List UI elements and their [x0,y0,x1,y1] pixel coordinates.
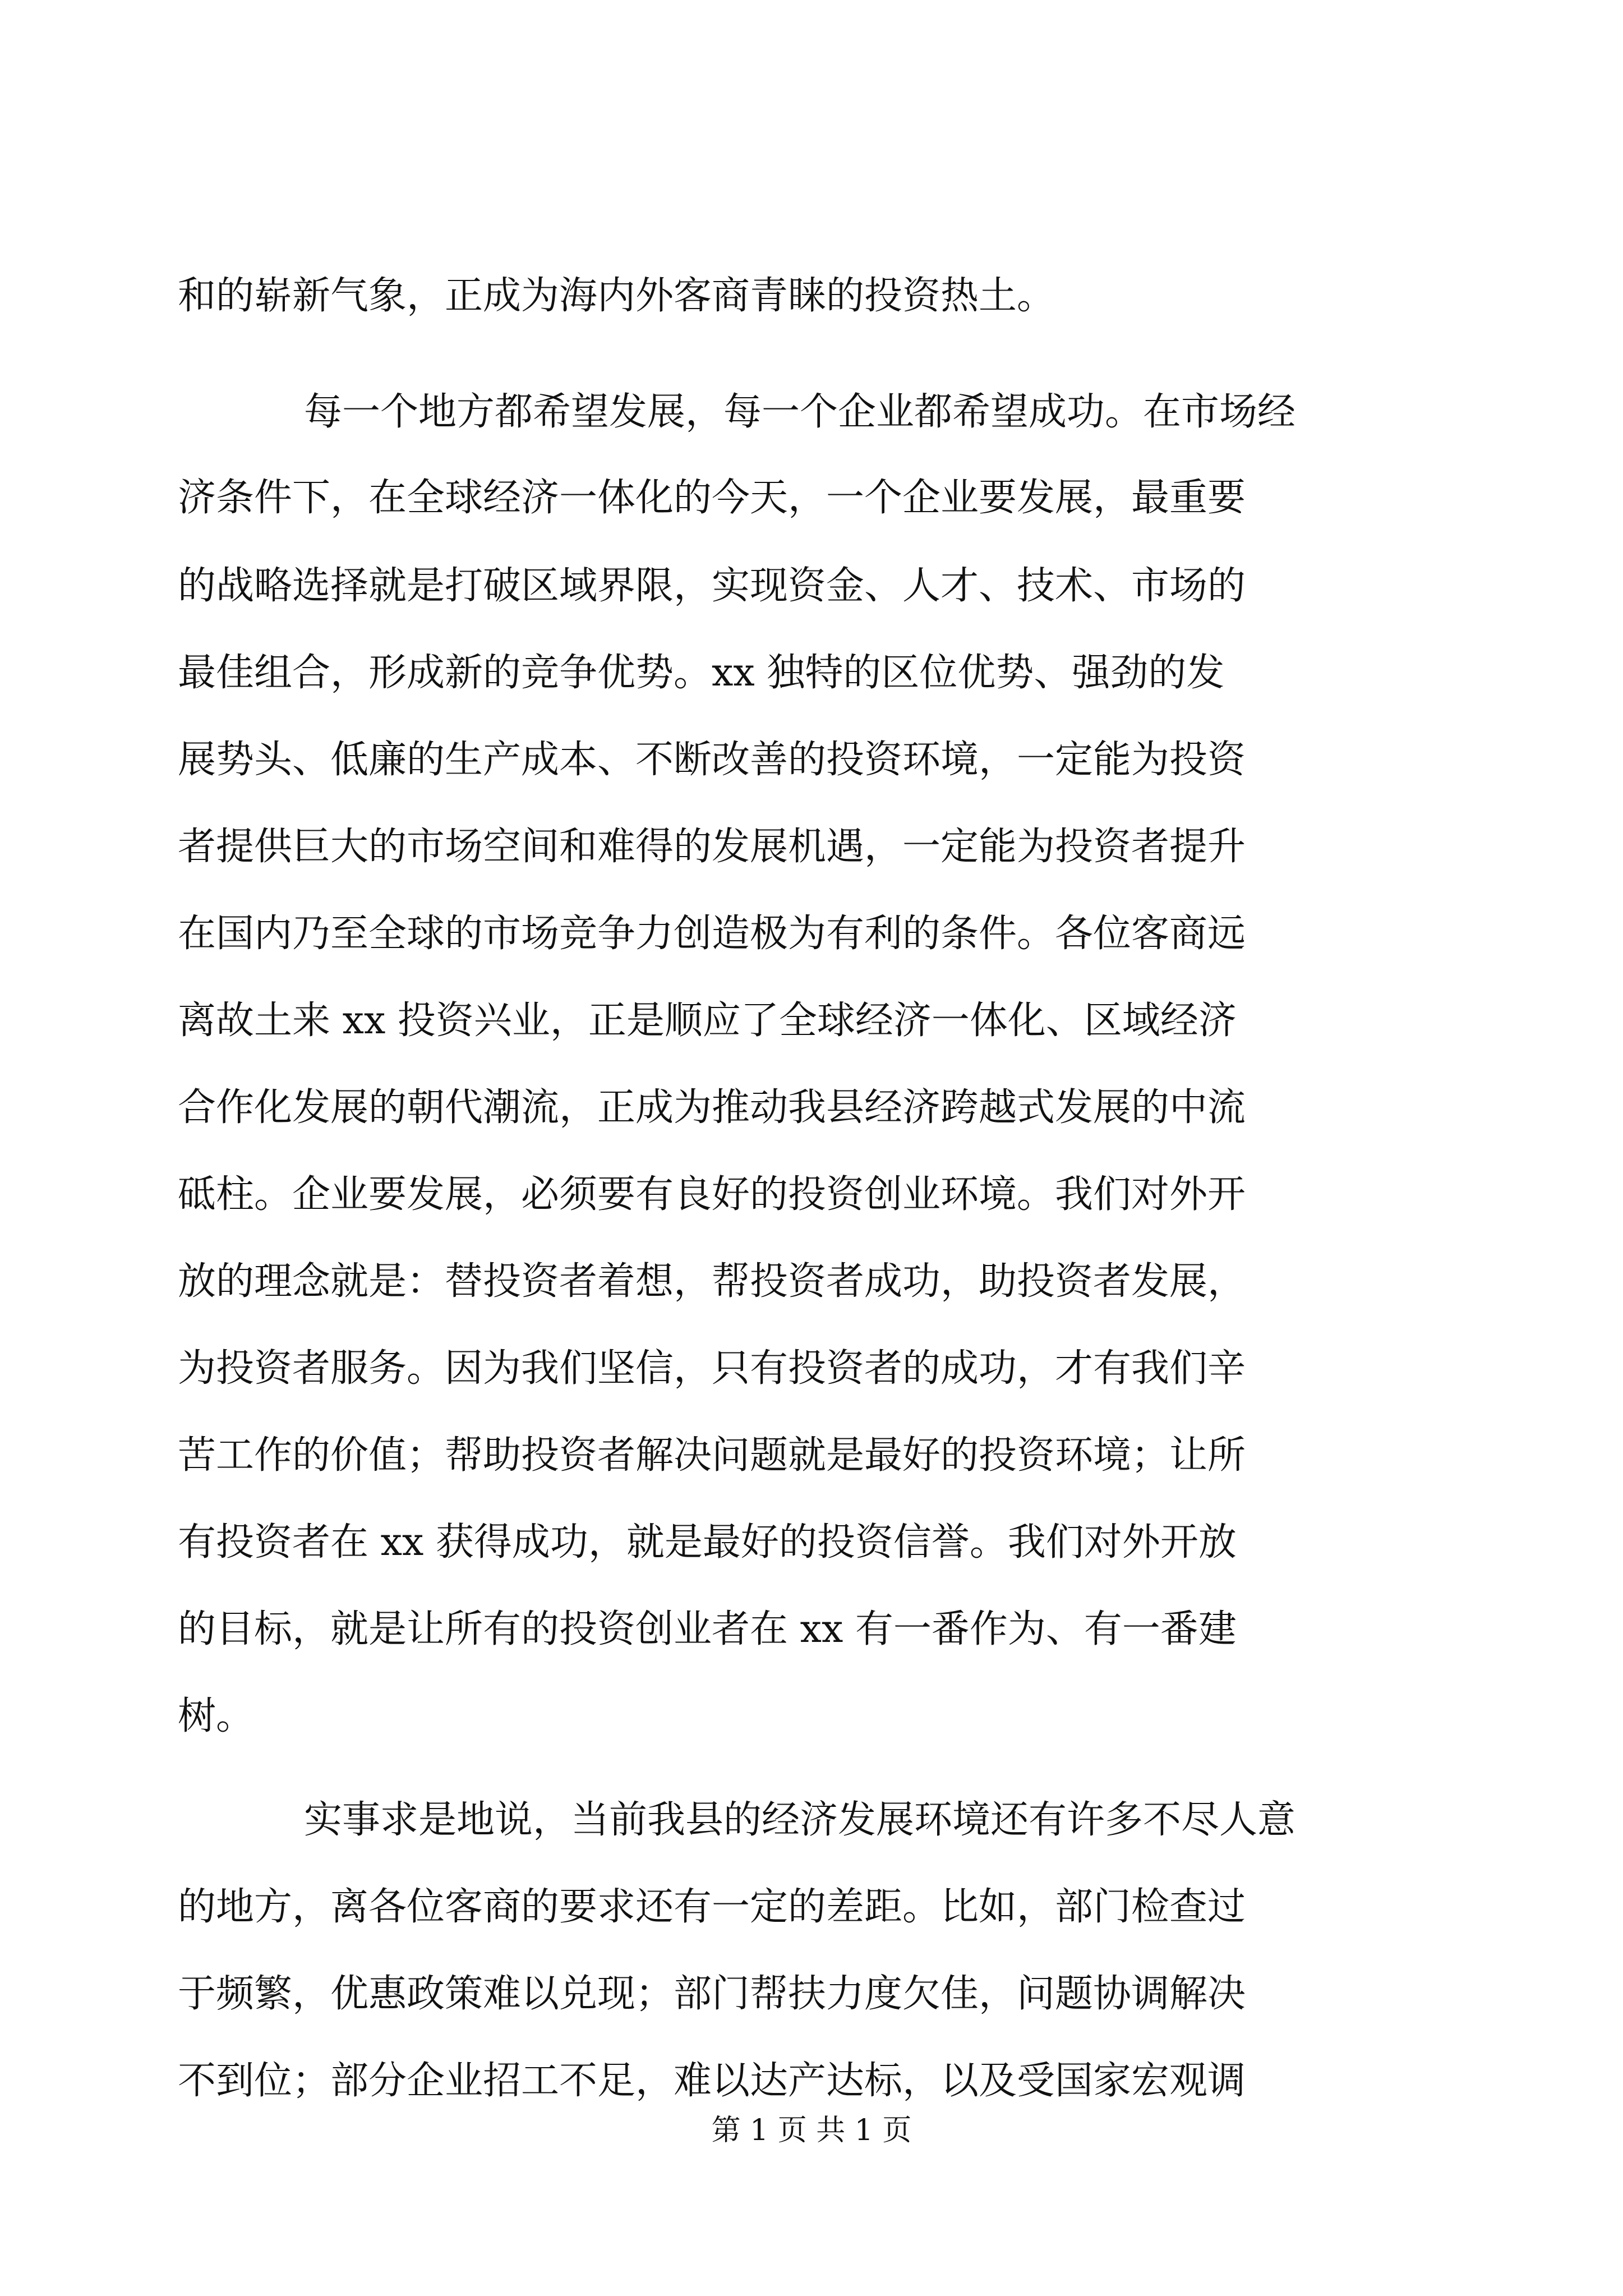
text-line: 展势头、低廉的生产成本、不断改善的投资环境，一定能为投资 [178,738,1246,782]
text-line: 最佳组合，形成新的竞争优势。xx 独特的区位优势、强劲的发 [178,651,1225,695]
text-line: 在国内乃至全球的市场竞争力创造极为有利的条件。各位客商远 [178,912,1246,956]
text-line: 的地方，离各位客商的要求还有一定的差距。比如，部门检查过 [178,1885,1246,1929]
text-line: 者提供巨大的市场空间和难得的发展机遇，一定能为投资者提升 [178,825,1246,869]
text-line: 不到位；部分企业招工不足，难以达产达标，以及受国家宏观调 [178,2059,1246,2103]
text-line: 的战略选择就是打破区域界限，实现资金、人才、技术、市场的 [178,564,1246,608]
paragraph-start-line: 实事求是地说，当前我县的经济发展环境还有许多不尽人意 [304,1798,1296,1842]
text-line: 为投资者服务。因为我们坚信，只有投资者的成功，才有我们辛 [178,1346,1246,1391]
text-line: 砥柱。企业要发展，必须要有良好的投资创业环境。我们对外开 [178,1172,1246,1217]
text-line: 的目标，就是让所有的投资创业者在 xx 有一番作为、有一番建 [178,1607,1237,1651]
text-line: 放的理念就是：替投资者着想，帮投资者成功，助投资者发展， [178,1259,1246,1304]
text-line: 有投资者在 xx 获得成功，就是最好的投资信誉。我们对外开放 [178,1520,1237,1565]
text-line: 济条件下，在全球经济一体化的今天，一个企业要发展，最重要 [178,476,1246,520]
text-line: 离故土来 xx 投资兴业，正是顺应了全球经济一体化、区域经济 [178,999,1237,1043]
text-line: 苦工作的价值；帮助投资者解决问题就是最好的投资环境；让所 [178,1433,1246,1478]
text-line: 合作化发展的朝代潮流，正成为推动我县经济跨越式发展的中流 [178,1085,1246,1130]
text-line: 于频繁，优惠政策难以兑现；部门帮扶力度欠佳，问题协调解决 [178,1972,1246,2016]
text-line: 和的崭新气象，正成为海内外客商青睐的投资热土。 [178,274,1055,318]
text-line: 树。 [178,1694,255,1738]
page-footer: 第 1 页 共 1 页 [711,2114,912,2147]
paragraph-start-line: 每一个地方都希望发展，每一个企业都希望成功。在市场经 [304,390,1296,434]
